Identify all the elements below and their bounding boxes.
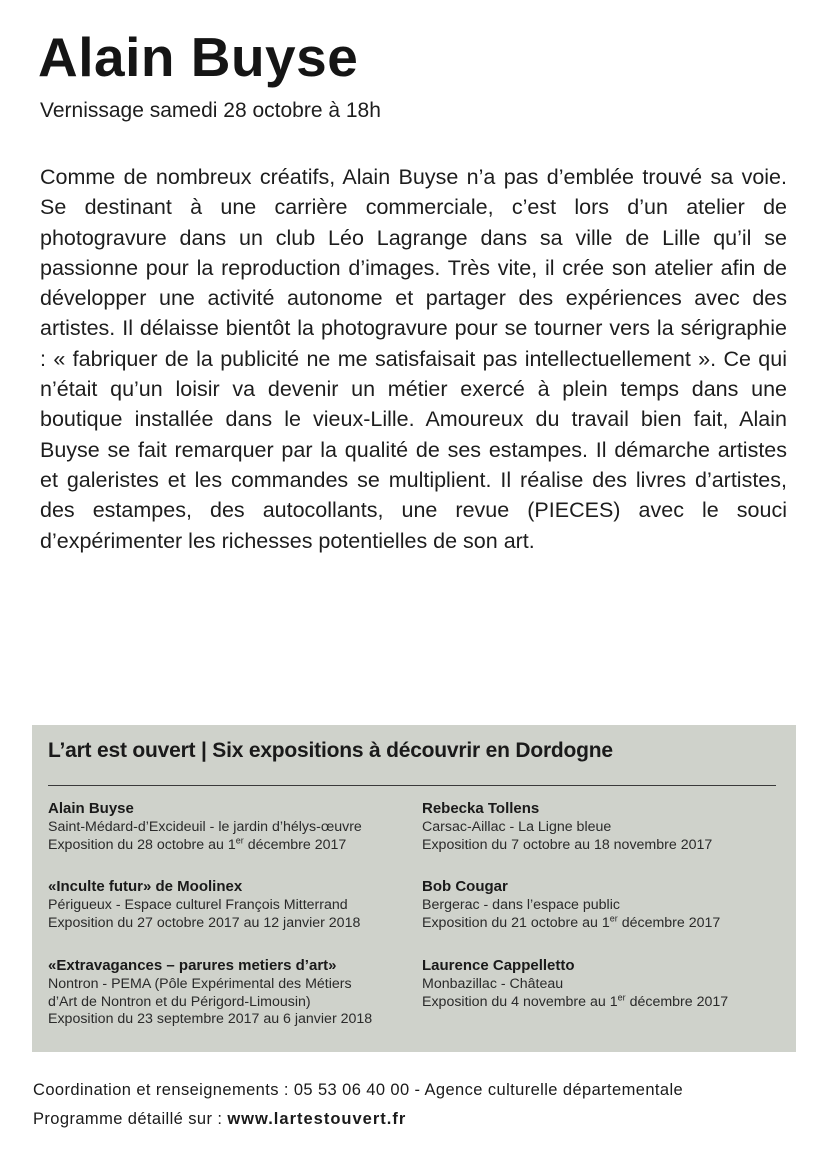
exhibit-name: «Inculte futur» de Moolinex bbox=[48, 878, 243, 895]
divider bbox=[48, 785, 776, 786]
exhibit-name: Alain Buyse bbox=[48, 800, 134, 817]
exhibit-extravagances bbox=[48, 956, 372, 1029]
exhibit-place-continued: d’Art de Nontron et du Périgord-Limousin) bbox=[48, 993, 311, 1010]
exhibit-place: Nontron - PEMA (Pôle Expérimental des Métiers bbox=[48, 976, 352, 992]
panel-title: L’art est ouvert | Six expositions à découvrir en Dordogne bbox=[48, 739, 613, 762]
footer-programme bbox=[33, 1110, 406, 1129]
page-title: Alain Buyse bbox=[38, 26, 359, 88]
exhibit-rebecka-tollens bbox=[422, 799, 712, 854]
exhibit-place: Monbazillac - Château bbox=[422, 976, 564, 992]
exhibit-dates: Exposition du 7 octobre au 18 novembre 2017 bbox=[422, 836, 713, 853]
exhibit-place: Saint-Médard-d’Excideuil - le jardin d’hélys-œuvre bbox=[48, 819, 362, 835]
exhibit-name: «Extravagances – parures metiers d’art» bbox=[48, 957, 337, 974]
exhibit-name: Laurence Cappelletto bbox=[422, 957, 575, 974]
exhibit-alain-buyse bbox=[48, 799, 362, 854]
opening-date: Vernissage samedi 28 octobre à 18h bbox=[40, 99, 381, 122]
exhibitions-panel bbox=[32, 725, 796, 1052]
exhibit-laurence-cappelletto bbox=[422, 956, 728, 1011]
exhibit-place: Carsac-Aillac - La Ligne bleue bbox=[422, 819, 612, 835]
exhibit-bob-cougar bbox=[422, 877, 720, 932]
exhibit-dates: Exposition du 23 septembre 2017 au 6 janvier 2018 bbox=[48, 1011, 373, 1028]
exhibit-dates: Exposition du 28 octobre au 1er décembre 2017 bbox=[48, 834, 347, 853]
footer-coordination: Coordination et renseignements : 05 53 06 40 00 - Agence culturelle départementale bbox=[33, 1081, 684, 1099]
website-link[interactable]: www.lartestouvert.fr bbox=[227, 1110, 407, 1128]
exhibit-name: Rebecka Tollens bbox=[422, 800, 540, 817]
exhibit-place: Bergerac - dans l’espace public bbox=[422, 897, 620, 913]
exhibit-inculte-futur bbox=[48, 877, 360, 932]
exhibit-dates: Exposition du 21 octobre au 1er décembre 2017 bbox=[422, 912, 721, 931]
artist-biography: Comme de nombreux créatifs, Alain Buyse n’a pas d’emblée trouvé sa voie. Se destinant à une carrière commerciale, c’est lors d’un atelier de photogravure dans un club Léo Lagrange dans sa ville de Lille qu’il se passionne pour la reproduction d’images. Très vite, il crée son atelier afin de développer une activité autonome et partager des expériences avec des artistes. Il délaisse bientôt la photogravure pour se tourner vers la sérigraphie : « fabriquer de la publicité ne me satisfaisait pas intellectuellement ». Ce qui n’était qu’un loisir va devenir un métier exercé à plein temps dans une boutique installée dans le vieux-Lille. Amoureux du travail bien fait, Alain Buyse se fait remarquer par la qualité de ses estampes. Il démarche artistes et galeristes et les commandes se multiplient. Il réalise des livres d’artistes, des estampes, des autocollants, une revue (PIECES) avec le souci d’expérimenter les richesses potentielles de son art. bbox=[40, 165, 787, 553]
programme-label: Programme détaillé sur : bbox=[33, 1110, 228, 1128]
exhibit-dates: Exposition du 27 octobre 2017 au 12 janvier 2018 bbox=[48, 914, 361, 931]
exhibit-dates: Exposition du 4 novembre au 1er décembre 2017 bbox=[422, 991, 729, 1010]
exhibit-name: Bob Cougar bbox=[422, 878, 508, 895]
exhibit-place: Périgueux - Espace culturel François Mitterrand bbox=[48, 897, 348, 913]
